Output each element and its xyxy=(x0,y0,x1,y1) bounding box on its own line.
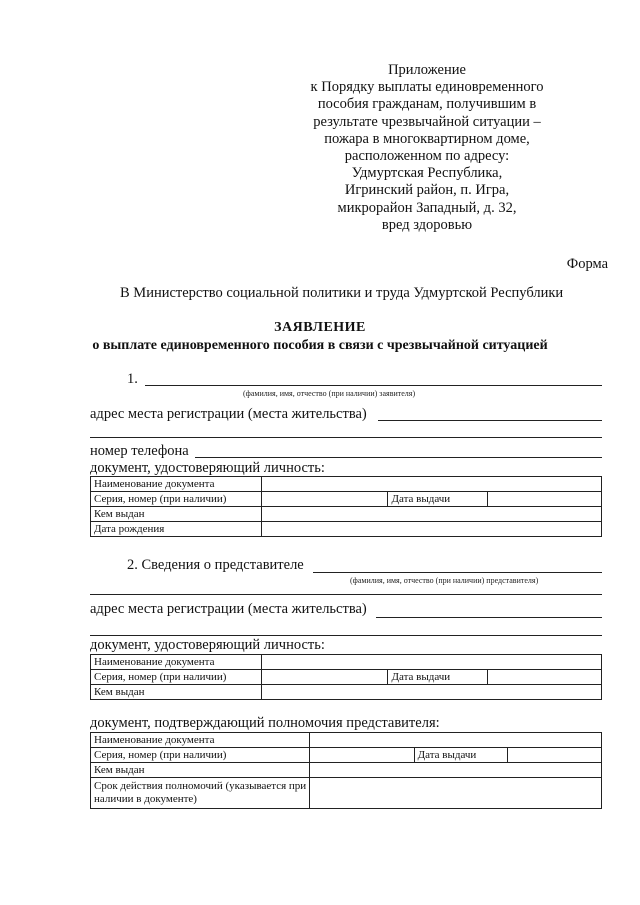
table-row xyxy=(91,507,602,522)
issued-by-label: Кем выдан xyxy=(91,507,262,522)
document-subtitle: о выплате единовременного пособия в связи с чрезвычайной ситуацией xyxy=(92,338,548,353)
series-number-cell[interactable] xyxy=(310,748,414,763)
id-document-label: документ, удостоверяющий личность: xyxy=(90,460,325,476)
addressee: В Министерство социальной политики и труда Удмуртской Республики xyxy=(120,285,564,301)
issue-date-label: Дата выдачи xyxy=(388,670,488,685)
series-number-cell[interactable] xyxy=(261,492,388,507)
section1-number: 1. xyxy=(127,371,138,387)
representative-name-field[interactable] xyxy=(313,572,602,573)
series-number-label: Серия, номер (при наличии) xyxy=(91,748,310,763)
series-number-label: Серия, номер (при наличии) xyxy=(91,670,262,685)
applicant-name-field[interactable] xyxy=(145,385,602,386)
appendix-header xyxy=(297,62,557,234)
appendix-line: к Порядку выплаты единовременного xyxy=(310,79,544,96)
phone-field[interactable] xyxy=(195,457,602,458)
table-row xyxy=(91,685,602,700)
series-number-label: Серия, номер (при наличии) xyxy=(91,492,262,507)
form-label: Форма xyxy=(566,256,608,272)
table-row xyxy=(91,748,602,763)
appendix-line: результате чрезвычайной ситуации – xyxy=(313,113,541,130)
table-row xyxy=(91,670,602,685)
validity-period-line: Срок действия полномочий (указывается при xyxy=(94,780,307,792)
representative-address-field[interactable] xyxy=(376,617,602,618)
phone-label: номер телефона xyxy=(90,443,189,459)
authority-document-table xyxy=(90,732,602,809)
appendix-line: пожара в многоквартирном доме, xyxy=(324,130,530,147)
authority-document-label: документ, подтверждающий полномочия представителя: xyxy=(90,715,440,731)
representative-address-field-continued[interactable] xyxy=(90,635,602,636)
address-field[interactable] xyxy=(378,420,602,421)
table-row xyxy=(91,522,602,537)
representative-address-label: адрес места регистрации (места жительства) xyxy=(90,601,367,617)
doc-name-label: Наименование документа xyxy=(91,733,310,748)
issue-date-label: Дата выдачи xyxy=(388,492,488,507)
doc-name-cell[interactable] xyxy=(261,477,601,492)
doc-name-cell[interactable] xyxy=(261,655,601,670)
issue-date-label: Дата выдачи xyxy=(414,748,508,763)
document-title: ЗАЯВЛЕНИЕ xyxy=(274,320,366,335)
table-row xyxy=(91,655,602,670)
appendix-line: расположенном по адресу: xyxy=(344,148,510,165)
table-row xyxy=(91,778,602,809)
address-field-continued[interactable] xyxy=(90,437,602,438)
issued-by-label: Кем выдан xyxy=(91,685,262,700)
doc-name-cell[interactable] xyxy=(310,733,602,748)
issued-by-cell[interactable] xyxy=(261,507,601,522)
appendix-line: микрорайон Западный, д. 32, xyxy=(337,199,517,216)
table-row xyxy=(91,492,602,507)
issued-by-label: Кем выдан xyxy=(91,763,310,778)
issue-date-cell[interactable] xyxy=(488,670,602,685)
appendix-line: Приложение xyxy=(388,62,466,78)
appendix-line: Удмуртская Республика, xyxy=(351,165,503,182)
issue-date-cell[interactable] xyxy=(508,748,602,763)
section2-heading: 2. Сведения о представителе xyxy=(127,557,304,573)
appendix-line: вред здоровью xyxy=(381,216,473,233)
birth-date-label: Дата рождения xyxy=(91,522,262,537)
validity-period-line: наличии в документе) xyxy=(94,793,197,805)
appendix-line: пособия гражданам, получившим в xyxy=(317,96,537,113)
validity-period-label xyxy=(91,778,310,809)
birth-date-cell[interactable] xyxy=(261,522,601,537)
id-document-table xyxy=(90,476,602,537)
address-label: адрес места регистрации (места жительства) xyxy=(90,406,367,422)
table-row xyxy=(91,763,602,778)
applicant-name-hint: (фамилия, имя, отчество (при наличии) заявителя) xyxy=(243,389,416,398)
validity-period-cell[interactable] xyxy=(310,778,602,809)
issue-date-cell[interactable] xyxy=(488,492,602,507)
representative-id-document-label: документ, удостоверяющий личность: xyxy=(90,637,325,653)
issued-by-cell[interactable] xyxy=(261,685,601,700)
series-number-cell[interactable] xyxy=(261,670,388,685)
table-row xyxy=(91,733,602,748)
issued-by-cell[interactable] xyxy=(310,763,602,778)
representative-name-hint: (фамилия, имя, отчество (при наличии) представителя) xyxy=(350,576,539,585)
doc-name-label: Наименование документа xyxy=(91,655,262,670)
appendix-line: Игринский район, п. Игра, xyxy=(344,182,510,199)
table-row xyxy=(91,477,602,492)
representative-name-field-continued[interactable] xyxy=(90,594,602,595)
doc-name-label: Наименование документа xyxy=(91,477,262,492)
representative-id-table xyxy=(90,654,602,700)
